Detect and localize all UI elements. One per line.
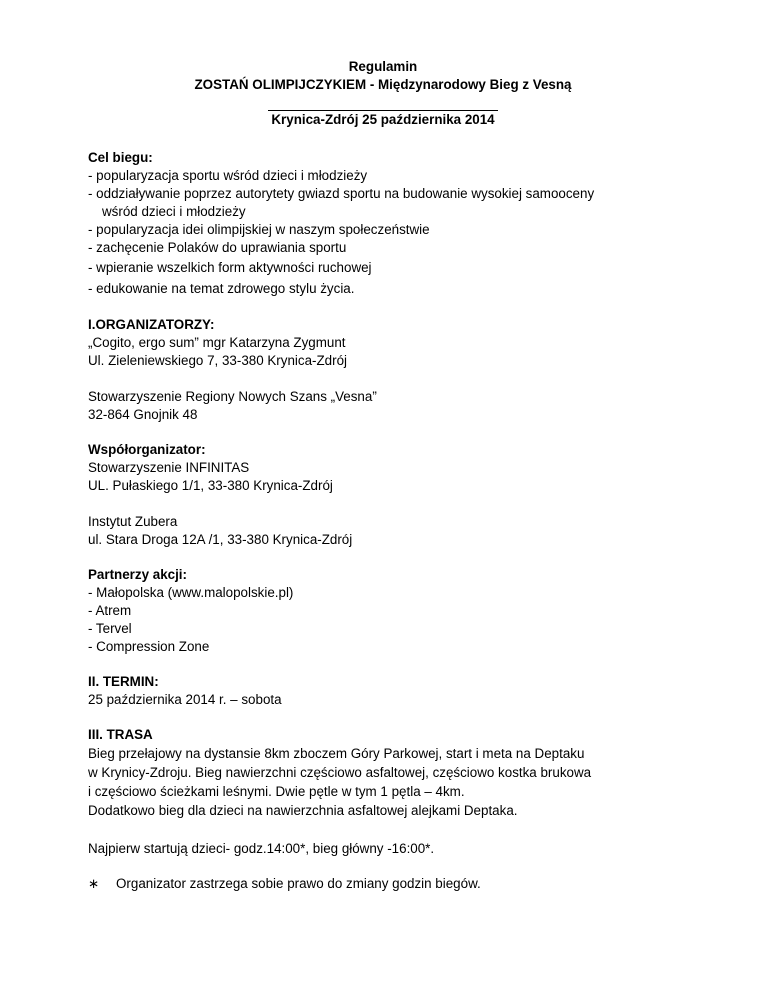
organizer-name: „Cogito, ergo sum” mgr Katarzyna Zygmunt xyxy=(88,335,346,350)
term-text: 25 października 2014 r. – sobota xyxy=(88,692,282,707)
event-place-date: Krynica-Zdrój 25 października 2014 xyxy=(271,112,495,127)
term-section xyxy=(88,673,688,709)
organizers-section xyxy=(88,316,688,424)
route-section xyxy=(88,726,688,893)
goal-item: - oddziaływanie poprzez autorytety gwiazd sportu na budowanie wysokiej samooceny xyxy=(88,186,595,201)
goal-section xyxy=(88,149,688,298)
organizer-name: Stowarzyszenie Regiony Nowych Szans „Vesna” xyxy=(88,389,377,404)
goal-item: - popularyzacja idei olimpijskiej w naszym społeczeństwie xyxy=(88,222,430,237)
coorganizer-address: UL. Pułaskiego 1/1, 33-380 Krynica-Zdrój xyxy=(88,478,333,493)
coorganizer-name: Stowarzyszenie INFINITAS xyxy=(88,460,250,475)
document-header xyxy=(88,58,678,129)
route-line: Dodatkowo bieg dla dzieci na nawierzchnia asfaltowej alejkami Deptaka. xyxy=(88,803,518,818)
organizers-heading: I.ORGANIZATORZY: xyxy=(88,317,215,332)
document-body xyxy=(88,58,688,893)
term-heading: II. TERMIN: xyxy=(88,674,159,689)
organizer-address: Ul. Zieleniewskiego 7, 33-380 Krynica-Zdrój xyxy=(88,353,347,368)
route-line: w Krynicy-Zdroju. Bieg nawierzchni częściowo asfaltowej, częściowo kostka brukowa xyxy=(88,765,592,780)
title-underline xyxy=(268,94,498,111)
spacer xyxy=(88,820,688,840)
coorganizer-address: ul. Stara Droga 12A /1, 33-380 Krynica-Zdrój xyxy=(88,532,353,547)
route-note xyxy=(88,875,688,893)
partner-item: - Atrem xyxy=(88,603,132,618)
goal-heading: Cel biegu: xyxy=(88,150,153,165)
goal-item: - edukowanie na temat zdrowego stylu życia. xyxy=(88,281,355,296)
coorganizer-heading: Współorganizator: xyxy=(88,442,206,457)
route-line: i częściowo ścieżkami leśnymi. Dwie pętle w tym 1 pętla – 4km. xyxy=(88,784,465,799)
partner-item: - Małopolska (www.malopolskie.pl) xyxy=(88,585,294,600)
partners-heading: Partnerzy akcji: xyxy=(88,567,187,582)
coorganizer-name: Instytut Zubera xyxy=(88,514,178,529)
goal-item: - zachęcenie Polaków do uprawiania sportu xyxy=(88,240,347,255)
partners-section xyxy=(88,566,688,656)
partner-item: - Compression Zone xyxy=(88,639,210,654)
route-note-text: Organizator zastrzega sobie prawo do zmiany godzin biegów. xyxy=(116,876,481,891)
route-line: Bieg przełajowy na dystansie 8km zboczem Góry Parkowej, start i meta na Deptaku xyxy=(88,746,585,761)
spacer xyxy=(88,370,688,388)
goal-item: - popularyzacja sportu wśród dzieci i młodzieży xyxy=(88,168,368,183)
spacer xyxy=(88,495,688,513)
route-heading: III. TRASA xyxy=(88,727,153,742)
coorganizer-section xyxy=(88,441,688,549)
event-title: ZOSTAŃ OLIMPIJCZYKIEM - Międzynarodowy Bieg z Vesną xyxy=(194,77,572,92)
organizer-address: 32-864 Gnojnik 48 xyxy=(88,407,198,422)
goal-item-continuation: wśród dzieci i młodzieży xyxy=(102,204,246,219)
goal-item: - wpieranie wszelkich form aktywności ruchowej xyxy=(88,260,372,275)
route-schedule: Najpierw startują dzieci- godz.14:00*, bieg główny -16:00*. xyxy=(88,841,435,856)
partner-item: - Tervel xyxy=(88,621,132,636)
document-title: Regulamin xyxy=(348,59,418,74)
asterisk-bullet-icon: ∗ xyxy=(88,876,100,891)
